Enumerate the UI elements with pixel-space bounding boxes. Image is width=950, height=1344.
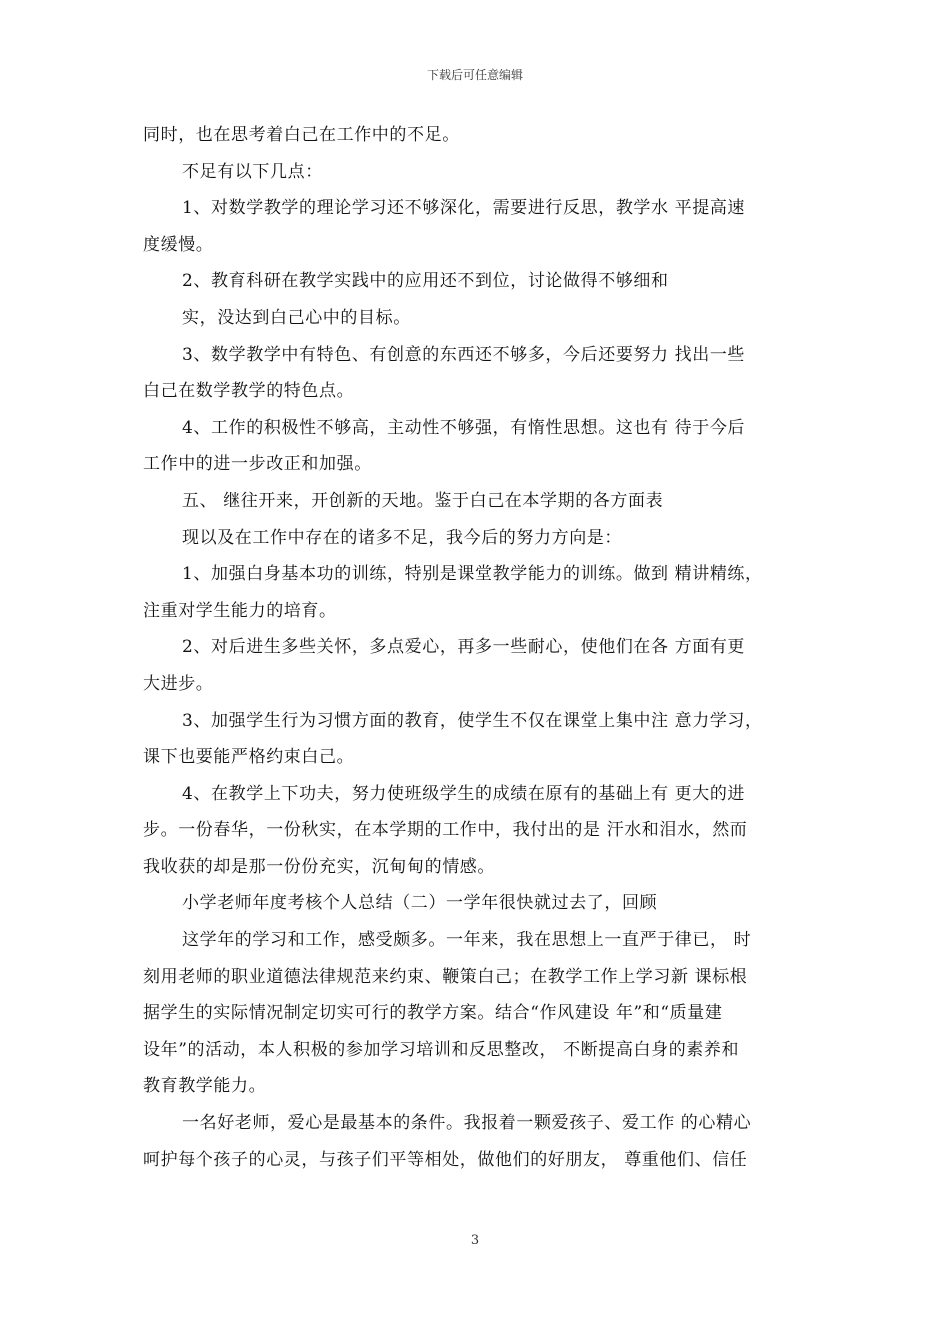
text-line: 工作中的进一步改正和加强。 [143, 454, 372, 475]
text-line: 步。一份春华，一份秋实，在本学期的工作中，我付出的是 汗水和泪水，然而 [143, 820, 748, 841]
text-line: 1、对数学教学的理论学习还不够深化，需要进行反思，教学水 平提高速 [182, 198, 746, 219]
text-line: 一名好老师，爱心是最基本的条件。我报着一颗爱孩子、爱工作 的心精心 [182, 1113, 752, 1134]
page-header: 下载后可任意编辑 [426, 68, 523, 82]
text-line: 实，没达到白己心中的目标。 [182, 307, 411, 328]
text-line: 注重对学生能力的培育。 [143, 600, 337, 621]
text-line: 教育教学能力。 [143, 1076, 267, 1097]
text-line: 同时，也在思考着白己在工作中的不足。 [143, 125, 460, 145]
text-line: 小学老师年度考核个人总结（二）一学年很快就过去了，回顾 [182, 893, 658, 914]
text-line: 3、加强学生行为习惯方面的教育，使学生不仅在课堂上集中注 意力学习， [182, 710, 763, 731]
text-line: 设年”的活动，本人积极的参加学习培训和反思整改， 不断提高白身的素养和 [143, 1039, 740, 1060]
text-line: 大进步。 [143, 673, 214, 694]
text-line: 我收获的却是那一份份充实，沉甸甸的情感。 [143, 856, 495, 877]
document-body [143, 117, 823, 1178]
text-line: 1、加强白身基本功的训练，特别是课堂教学能力的训练。做到 精讲精练， [182, 564, 763, 585]
text-line: 白己在数学教学的特色点。 [143, 381, 355, 402]
page-number: 3 [470, 1233, 480, 1248]
text-line: 4、工作的积极性不够高，主动性不够强，有惰性思想。这也有 待于今后 [182, 417, 746, 438]
text-line: 这学年的学习和工作，感受颇多。一年来，我在思想上一直严于律已， 时 [182, 930, 752, 951]
text-line: 刻用老师的职业道德法律规范来约束、鞭策白己；在教学工作上学习新 课标根 [143, 966, 748, 987]
text-line: 度缓慢。 [143, 234, 214, 255]
text-line: 课下也要能严格约束白己。 [143, 747, 355, 768]
text-line: 五、 继往开来，开创新的天地。鉴于白己在本学期的各方面表 [182, 490, 664, 511]
text-line: 2、教育科研在教学实践中的应用还不到位，讨论做得不够细和 [182, 271, 669, 292]
text-line: 呵护每个孩子的心灵，与孩子们平等相处，做他们的好朋友， 尊重他们、信任 [143, 1149, 748, 1170]
text-line: 3、数学教学中有特色、有创意的东西还不够多，今后还要努力 找出一些 [182, 344, 746, 365]
text-line: 2、对后进生多些关怀，多点爱心，再多一些耐心，使他们在各 方面有更 [182, 637, 746, 658]
text-line: 4、在教学上下功夫，努力使班级学生的成绩在原有的基础上有 更大的进 [182, 783, 746, 804]
text-line: 不足有以下几点： [182, 161, 323, 182]
text-line: 现以及在工作中存在的诸多不足，我今后的努力方向是： [182, 527, 622, 548]
text-line: 据学生的实际情况制定切实可行的教学方案。结合“作风建设 年”和“质量建 [143, 1003, 723, 1024]
